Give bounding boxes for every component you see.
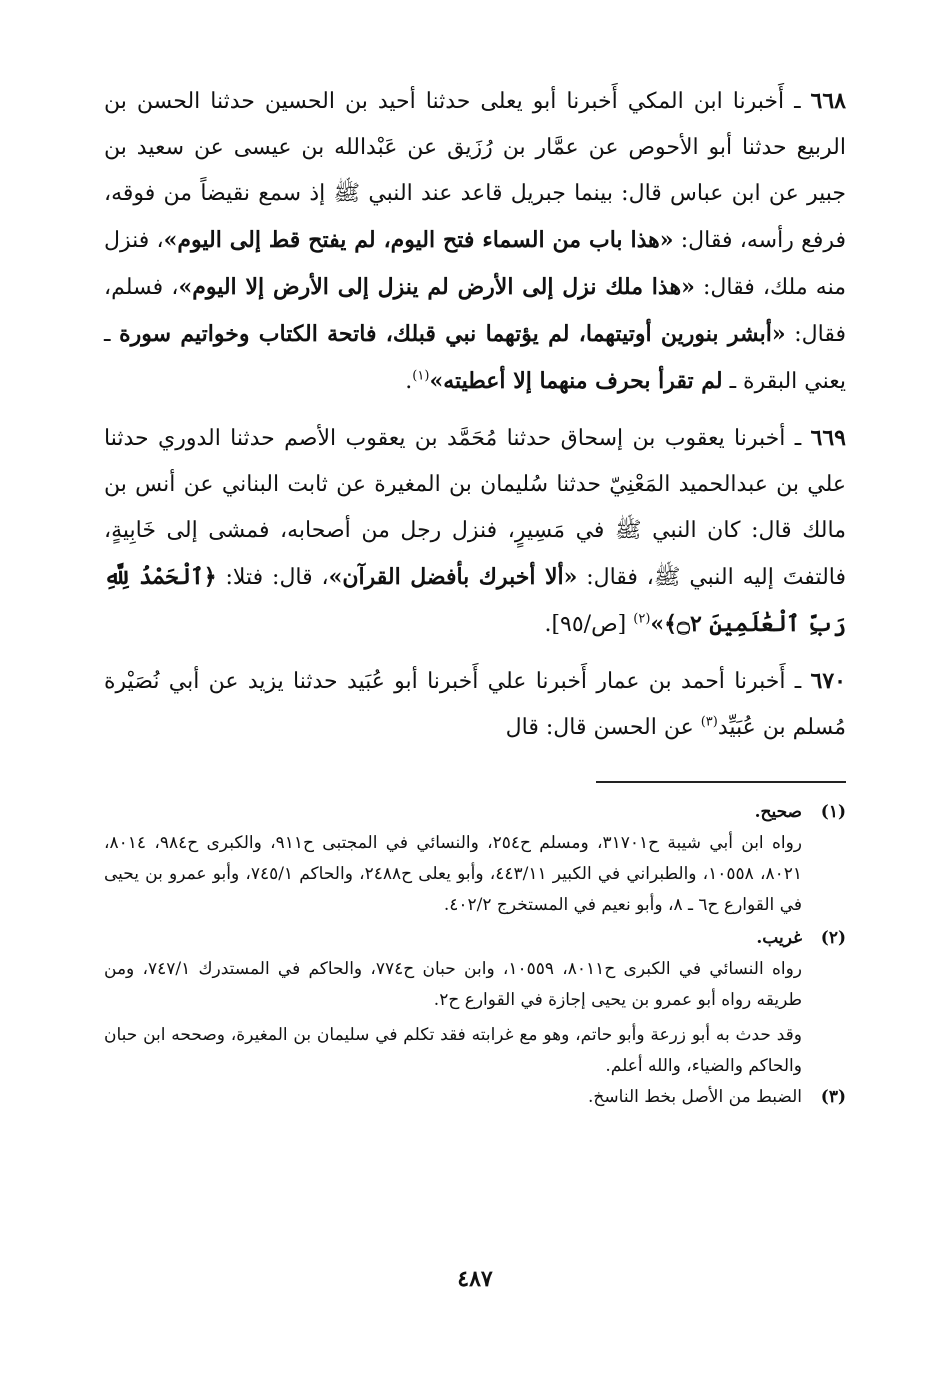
hadith-text: ـ أَخبرنا أحمد بن عمار أَخبرنا علي أَخبرنا أبو عُبَيد حدثنا يزيد عن أبي نُصَيْرة مُسلم بن عُبَيِّد [104, 669, 846, 740]
hadith-text: ـ أخبرنا يعقوب بن إسحاق حدثنا مُحَمَّد بن يعقوب الأصم حدثنا الدوري حدثنا علي بن عبدالحميد المَعْنِيّ حدثنا سُليمان بن المغيرة عن ثابت البناني عن أنس بن مالك قال: كان النبي ﷺ في مَسِيرٍ، فنزل رجل من أصحابه، فمشى إلى خَابِيةٍ، فالتفتَ إليه النبي ﷺ، فقال: [104, 426, 846, 590]
quran-quote: ﴿ٱلْحَمْدُ لِلَّهِ رَبِّ ٱلْعَٰلَمِينَ ۝٢﴾» [104, 564, 846, 637]
hadith-text: عن الحسن قال: قال [505, 715, 701, 740]
hadith-text: . [405, 369, 413, 394]
hadith-quote: لم تقرأ بحرف منهما إلا أعطيته» [429, 368, 723, 394]
hadith-paragraph-668 [104, 78, 846, 405]
hadith-text: ، فسلم، فقال: [104, 275, 846, 347]
footnote-separator [596, 781, 846, 783]
footnote-text: الضبط من الأصل بخط الناسخ. [588, 1087, 802, 1107]
hadith-quote: «هذا باب من السماء فتح اليوم، لم يفتح قط إلى اليوم» [163, 227, 674, 253]
hadith-number: ٦٦٨ [810, 88, 846, 114]
footnote-text: رواه ابن أبي شيبة ح٣١٧٠١، ومسلم ح٢٥٤، والنسائي في المجتبى ح٩١١، والكبرى ح٩٨٤، ٨٠١٤، ٨٠٢١، ١٠٥٥٨، والطبراني في الكبير ٤٤٣/١١، وأبو يعلى ح٢٤٨٨، والحاكم ٧٤٥/١، وأبو عمرو بن يحيى في القوارع ح٦ ـ ٨، وأبو نعيم في المستخرج ٤٠٢/٢. [104, 833, 802, 915]
hadith-text: ، قال: فتلا: [216, 565, 329, 590]
footnote-2 [104, 923, 846, 1016]
hadith-paragraph-670 [104, 658, 846, 751]
footnote-mark: (٣) [820, 1087, 846, 1107]
hadith-paragraph-669 [104, 415, 846, 648]
hadith-quote: «أبشر بنورين أوتيتهما، لم يؤتهما نبي قبلك، فاتحة الكتاب وخواتيم سورة [119, 321, 786, 347]
footnote-mark: (١) [820, 802, 846, 822]
footnote-3 [104, 1082, 846, 1113]
hadith-number: ٦٦٩ [810, 425, 846, 451]
hadith-text: ـ يعني البقرة ـ [104, 322, 846, 394]
hadith-quote: «ألا أخبرك بأفضل القرآن» [328, 564, 578, 590]
hadith-number: ٦٧٠ [810, 668, 846, 694]
footnote-mark: (٢) [820, 928, 846, 948]
page-number: ٤٨٧ [457, 1266, 493, 1292]
footnotes [104, 797, 846, 1113]
hadith-quote: «هذا ملك نزل إلى الأرض لم ينزل إلى الأرض إلا اليوم» [178, 274, 695, 300]
hadith-text: ـ أَخبرنا ابن المكي أَخبرنا أبو يعلى حدثنا أحيد بن الحسين حدثنا الحسن بن الربيع حدثنا أبو الأحوص عن عمَّار بن رُزَيق عن عَبْدالله بن عيسى عن سعيد بن جبير عن ابن عباس قال: بينما جبريل قاعد عند النبي ﷺ إذ سمع نقيضاً من فوقه، فرفع رأسه، فقال: [104, 89, 847, 253]
hadith-text: [ص/٩٥]. [544, 612, 634, 637]
footnote-reference: (١) [412, 368, 430, 384]
footnote-reference: (٣) [700, 714, 718, 730]
footnote-reference: (٢) [633, 611, 651, 627]
footnote-2-extra: وقد حدث به أبو زرعة وأبو حاتم، وهو مع غرابته فقد تكلم في سليمان بن المغيرة، وصححه ابن حبان والحاكم والضياء، والله أعلم. [104, 1025, 802, 1076]
footnote-text: رواه النسائي في الكبرى ح٨٠١١، ١٠٥٥٩، وابن حبان ح٧٧٤، والحاكم في المستدرك ٧٤٧/١، ومن طريقه رواه أبو عمرو بن يحيى إجازة في القوارع ح٢. [104, 959, 802, 1010]
footnote-grade: غريب. [756, 928, 802, 948]
footnote-1 [104, 797, 846, 921]
footnote-grade: صحيح. [754, 802, 802, 822]
hadith-text: ، فنزل منه ملك، فقال: [104, 228, 847, 300]
